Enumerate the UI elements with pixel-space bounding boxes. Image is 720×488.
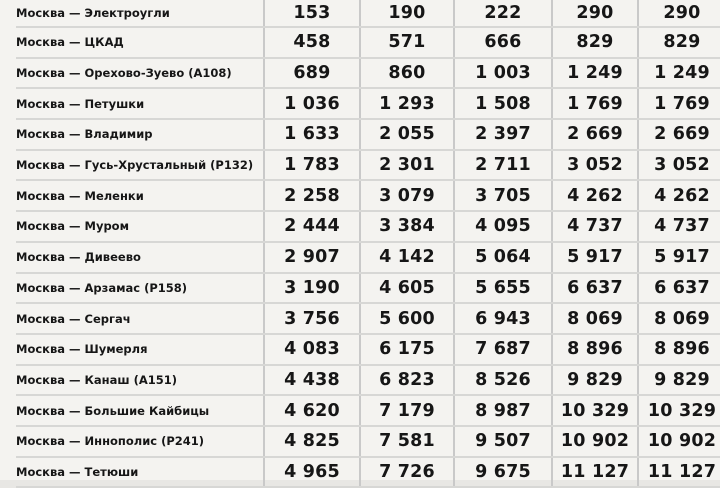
price-cell: 3 190	[264, 273, 360, 304]
route-name-cell: Москва — Сергач	[16, 303, 264, 334]
table-row	[16, 334, 720, 365]
price-cell: 290	[638, 0, 720, 27]
price-cell: 2 055	[360, 119, 454, 150]
price-cell: 290	[552, 0, 638, 27]
toll-price-table	[16, 0, 720, 488]
table-body	[16, 0, 720, 487]
price-cell: 5 064	[454, 242, 552, 273]
price-cell: 6 943	[454, 303, 552, 334]
price-cell: 4 262	[638, 180, 720, 211]
price-cell: 9 829	[638, 365, 720, 396]
route-name-cell: Москва — Петушки	[16, 88, 264, 119]
route-name-cell: Москва — Большие Кайбицы	[16, 395, 264, 426]
route-name-cell: Москва — Арзамас (Р158)	[16, 273, 264, 304]
price-cell: 666	[454, 27, 552, 58]
price-cell: 4 737	[552, 211, 638, 242]
route-name-cell: Москва — Меленки	[16, 180, 264, 211]
table-row	[16, 395, 720, 426]
price-cell: 4 438	[264, 365, 360, 396]
route-name-cell: Москва — Муром	[16, 211, 264, 242]
table-row	[16, 211, 720, 242]
table-row	[16, 457, 720, 488]
price-cell: 5 600	[360, 303, 454, 334]
route-name-cell: Москва — Тетюши	[16, 457, 264, 488]
price-cell: 190	[360, 0, 454, 27]
price-cell: 9 829	[552, 365, 638, 396]
table-row	[16, 58, 720, 89]
price-cell: 8 526	[454, 365, 552, 396]
price-cell: 4 605	[360, 273, 454, 304]
price-cell: 3 052	[638, 150, 720, 181]
price-cell: 5 917	[552, 242, 638, 273]
table-row	[16, 365, 720, 396]
price-cell: 2 444	[264, 211, 360, 242]
price-cell: 2 301	[360, 150, 454, 181]
price-cell: 10 902	[552, 426, 638, 457]
price-cell: 2 907	[264, 242, 360, 273]
price-cell: 8 987	[454, 395, 552, 426]
price-cell: 2 669	[638, 119, 720, 150]
price-cell: 2 397	[454, 119, 552, 150]
price-cell: 7 726	[360, 457, 454, 488]
route-name-cell: Москва — Владимир	[16, 119, 264, 150]
table-row	[16, 242, 720, 273]
price-cell: 153	[264, 0, 360, 27]
price-cell: 7 581	[360, 426, 454, 457]
price-cell: 6 637	[552, 273, 638, 304]
price-cell: 1 249	[638, 58, 720, 89]
price-cell: 4 965	[264, 457, 360, 488]
route-name-cell: Москва — Канаш (А151)	[16, 365, 264, 396]
price-cell: 1 293	[360, 88, 454, 119]
price-cell: 4 142	[360, 242, 454, 273]
price-cell: 11 127	[552, 457, 638, 488]
route-name-cell: Москва — Электроугли	[16, 0, 264, 27]
table-row	[16, 180, 720, 211]
price-cell: 5 917	[638, 242, 720, 273]
route-name-cell: Москва — ЦКАД	[16, 27, 264, 58]
price-cell: 10 902	[638, 426, 720, 457]
price-cell: 3 052	[552, 150, 638, 181]
price-cell: 829	[552, 27, 638, 58]
price-cell: 1 003	[454, 58, 552, 89]
price-cell: 2 258	[264, 180, 360, 211]
price-cell: 6 175	[360, 334, 454, 365]
price-cell: 9 507	[454, 426, 552, 457]
price-cell: 10 329	[552, 395, 638, 426]
route-name-cell: Москва — Орехово-Зуево (А108)	[16, 58, 264, 89]
price-cell: 4 825	[264, 426, 360, 457]
price-cell: 4 262	[552, 180, 638, 211]
price-cell: 8 069	[552, 303, 638, 334]
price-cell: 3 079	[360, 180, 454, 211]
price-cell: 458	[264, 27, 360, 58]
table-row	[16, 303, 720, 334]
price-cell: 1 249	[552, 58, 638, 89]
route-name-cell: Москва — Иннополис (Р241)	[16, 426, 264, 457]
route-name-cell: Москва — Шумерля	[16, 334, 264, 365]
price-cell: 8 896	[638, 334, 720, 365]
price-cell: 7 179	[360, 395, 454, 426]
price-cell: 1 633	[264, 119, 360, 150]
price-cell: 3 705	[454, 180, 552, 211]
price-cell: 1 769	[638, 88, 720, 119]
price-cell: 3 756	[264, 303, 360, 334]
price-cell: 9 675	[454, 457, 552, 488]
price-cell: 2 669	[552, 119, 638, 150]
price-cell: 10 329	[638, 395, 720, 426]
price-cell: 4 737	[638, 211, 720, 242]
price-cell: 860	[360, 58, 454, 89]
price-cell: 1 036	[264, 88, 360, 119]
price-cell: 2 711	[454, 150, 552, 181]
route-name-cell: Москва — Дивеево	[16, 242, 264, 273]
price-cell: 4 620	[264, 395, 360, 426]
price-cell: 1 508	[454, 88, 552, 119]
price-cell: 689	[264, 58, 360, 89]
price-cell: 8 069	[638, 303, 720, 334]
price-cell: 571	[360, 27, 454, 58]
table-row	[16, 88, 720, 119]
price-cell: 6 823	[360, 365, 454, 396]
price-cell: 4 095	[454, 211, 552, 242]
price-cell: 7 687	[454, 334, 552, 365]
price-cell: 829	[638, 27, 720, 58]
price-cell: 5 655	[454, 273, 552, 304]
table-row	[16, 0, 720, 27]
table-row	[16, 273, 720, 304]
price-cell: 6 637	[638, 273, 720, 304]
table-row	[16, 150, 720, 181]
table-row	[16, 426, 720, 457]
price-cell: 1 769	[552, 88, 638, 119]
price-cell: 3 384	[360, 211, 454, 242]
price-cell: 4 083	[264, 334, 360, 365]
price-cell: 1 783	[264, 150, 360, 181]
route-name-cell: Москва — Гусь-Хрустальный (Р132)	[16, 150, 264, 181]
table-row	[16, 119, 720, 150]
price-cell: 11 127	[638, 457, 720, 488]
price-cell: 222	[454, 0, 552, 27]
table-row	[16, 27, 720, 58]
price-cell: 8 896	[552, 334, 638, 365]
